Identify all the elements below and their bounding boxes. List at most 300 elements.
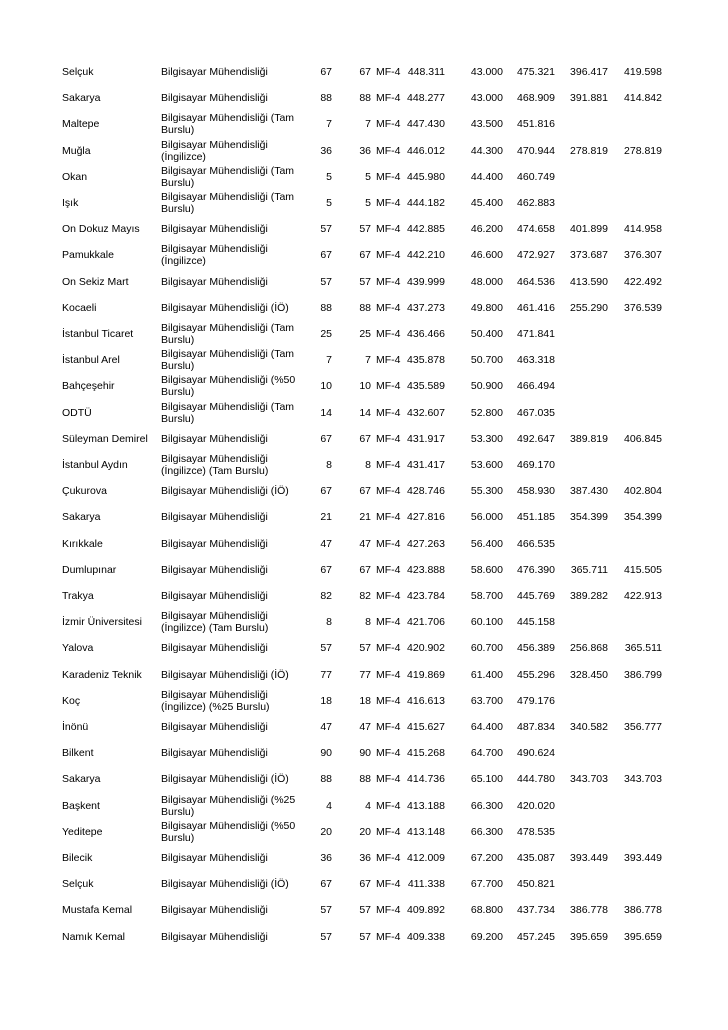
max-score-cell: 474.658 (517, 223, 555, 236)
table-row (0, 58, 728, 86)
max-score-cell: 470.944 (517, 144, 555, 157)
value-cell-9: 354.399 (570, 511, 608, 524)
value-cell-9: 401.899 (570, 223, 608, 236)
table-row (0, 477, 728, 505)
quota-cell: 57 (320, 275, 332, 288)
department-cell: Bilgisayar Mühendisliği (Tam Burslu) (161, 191, 295, 215)
rank-cell: 66.300 (470, 825, 503, 838)
placed-cell: 47 (359, 721, 371, 733)
placed-cell: 7 (365, 354, 371, 367)
rank-cell: 44.300 (470, 144, 503, 157)
department-cell: Bilgisayar Mühendisliği (Tam Burslu) (161, 322, 295, 346)
department-cell: Bilgisayar Mühendisliği (%50 Burslu) (161, 819, 296, 844)
score-type-cell: MF-4 (376, 721, 401, 733)
min-score-cell: 421.706 (407, 616, 445, 629)
min-score-cell: 444.182 (407, 197, 445, 209)
rank-cell: 50.700 (470, 354, 503, 367)
rank-cell: 43.000 (470, 66, 503, 78)
quota-cell: 5 (326, 197, 332, 209)
university-cell: Sakarya (62, 773, 101, 786)
department-cell: Bilgisayar Mühendisliği (İngilizce) (Tam Burslu) (161, 610, 269, 635)
min-score-cell: 409.338 (407, 930, 445, 943)
score-type-cell: MF-4 (376, 354, 401, 367)
max-score-cell: 479.176 (517, 694, 555, 707)
value-cell-10: 419.598 (624, 66, 662, 78)
rank-cell: 53.600 (470, 459, 503, 471)
university-cell: Selçuk (62, 878, 94, 891)
value-cell-9: 387.430 (570, 485, 608, 498)
score-type-cell: MF-4 (376, 642, 401, 655)
university-cell: Maltepe (62, 118, 100, 131)
placed-cell: 4 (365, 799, 371, 812)
table-row (0, 241, 728, 269)
table-row (0, 425, 728, 453)
university-cell: Koç (62, 694, 81, 707)
university-cell: Bahçeşehir (62, 380, 115, 393)
department-cell: Bilgisayar Mühendisliği (161, 642, 268, 655)
placed-cell: 88 (359, 92, 371, 105)
min-score-cell: 413.148 (407, 825, 445, 838)
quota-cell: 57 (320, 930, 332, 943)
quota-cell: 8 (326, 459, 332, 471)
value-cell-9: 393.449 (570, 852, 608, 864)
min-score-cell: 423.784 (407, 590, 445, 602)
quota-cell: 67 (320, 66, 332, 78)
university-cell: On Sekiz Mart (62, 275, 129, 288)
quota-cell: 10 (320, 380, 332, 393)
rank-cell: 50.900 (470, 380, 503, 393)
score-type-cell: MF-4 (376, 197, 401, 209)
department-cell: Bilgisayar Mühendisliği (161, 904, 268, 917)
max-score-cell: 445.158 (517, 616, 555, 629)
score-type-cell: MF-4 (376, 930, 401, 943)
value-cell-9: 396.417 (570, 66, 608, 78)
university-cell: Süleyman Demirel (62, 432, 148, 445)
min-score-cell: 442.885 (407, 223, 445, 236)
table-row (0, 818, 728, 846)
rank-cell: 49.800 (470, 301, 503, 314)
placed-cell: 67 (359, 66, 371, 78)
university-cell: Kocaeli (62, 301, 97, 314)
rank-cell: 67.700 (470, 878, 503, 891)
value-cell-10: 386.778 (624, 904, 662, 917)
score-type-cell: MF-4 (376, 747, 401, 760)
min-score-cell: 431.417 (407, 459, 445, 471)
quota-cell: 90 (320, 747, 332, 760)
min-score-cell: 436.466 (407, 328, 445, 340)
department-cell: Bilgisayar Mühendisliği (161, 930, 268, 943)
max-score-cell: 450.821 (517, 878, 555, 891)
score-type-cell: MF-4 (376, 799, 401, 812)
table-row (0, 661, 728, 689)
table-row (0, 923, 728, 951)
rank-cell: 43.500 (470, 118, 503, 131)
max-score-cell: 462.883 (517, 197, 555, 209)
max-score-cell: 466.494 (517, 380, 555, 393)
department-cell: Bilgisayar Mühendisliği (İÖ) (161, 301, 289, 314)
min-score-cell: 435.878 (407, 354, 445, 367)
max-score-cell: 472.927 (517, 249, 555, 262)
min-score-cell: 439.999 (407, 275, 445, 288)
score-type-cell: MF-4 (376, 301, 401, 314)
quota-cell: 77 (320, 668, 332, 681)
value-cell-9: 386.778 (570, 904, 608, 917)
quota-cell: 47 (320, 721, 332, 733)
quota-cell: 18 (320, 694, 332, 707)
table-row (0, 713, 728, 741)
max-score-cell: 463.318 (517, 354, 555, 367)
value-cell-9: 340.582 (570, 721, 608, 733)
table-row (0, 765, 728, 793)
max-score-cell: 478.535 (517, 825, 555, 838)
placed-cell: 21 (359, 511, 371, 524)
value-cell-10: 395.659 (624, 930, 662, 943)
max-score-cell: 490.624 (517, 747, 555, 760)
min-score-cell: 414.736 (407, 773, 445, 786)
department-cell: Bilgisayar Mühendisliği (İÖ) (161, 485, 289, 498)
university-cell: İnönü (62, 721, 89, 733)
value-cell-9: 255.290 (570, 301, 608, 314)
value-cell-10: 376.539 (624, 301, 662, 314)
department-cell: Bilgisayar Mühendisliği (%25 Burslu) (161, 793, 296, 818)
max-score-cell: 460.749 (517, 170, 555, 183)
department-cell: Bilgisayar Mühendisliği (161, 852, 268, 864)
university-cell: Pamukkale (62, 249, 114, 262)
max-score-cell: 420.020 (517, 799, 555, 812)
quota-cell: 20 (320, 825, 332, 838)
score-type-cell: MF-4 (376, 459, 401, 471)
quota-cell: 4 (326, 799, 332, 812)
department-cell: Bilgisayar Mühendisliği (İÖ) (161, 878, 289, 891)
min-score-cell: 437.273 (407, 301, 445, 314)
score-type-cell: MF-4 (376, 144, 401, 157)
value-cell-9: 391.881 (570, 92, 608, 105)
value-cell-9: 389.819 (570, 432, 608, 445)
table-row (0, 110, 728, 138)
min-score-cell: 432.607 (407, 406, 445, 419)
rank-cell: 55.300 (470, 485, 503, 498)
department-cell: Bilgisayar Mühendisliği (%50 Burslu) (161, 374, 296, 399)
table-row (0, 556, 728, 584)
placed-cell: 67 (359, 563, 371, 576)
university-cell: Namık Kemal (62, 930, 126, 943)
rank-cell: 53.300 (470, 432, 503, 445)
department-cell: Bilgisayar Mühendisliği (161, 590, 268, 602)
quota-cell: 8 (326, 616, 332, 629)
quota-cell: 7 (326, 354, 332, 367)
placed-cell: 57 (359, 930, 371, 943)
value-cell-9: 343.703 (570, 773, 608, 786)
department-cell: Bilgisayar Mühendisliği (161, 66, 268, 78)
department-cell: Bilgisayar Mühendisliği (161, 432, 268, 445)
quota-cell: 67 (320, 249, 332, 262)
university-cell: Çukurova (62, 485, 107, 498)
placed-cell: 67 (359, 485, 371, 498)
rank-cell: 69.200 (470, 930, 503, 943)
value-cell-10: 422.492 (624, 275, 662, 288)
table-row (0, 137, 728, 165)
department-cell: Bilgisayar Mühendisliği (161, 721, 268, 733)
score-type-cell: MF-4 (376, 249, 401, 262)
table-row (0, 268, 728, 296)
rank-cell: 64.700 (470, 747, 503, 760)
min-score-cell: 435.589 (407, 380, 445, 393)
placed-cell: 36 (359, 144, 371, 157)
value-cell-10: 356.777 (624, 721, 662, 733)
rank-cell: 44.400 (470, 170, 503, 183)
score-type-cell: MF-4 (376, 66, 401, 78)
placed-cell: 20 (359, 825, 371, 838)
min-score-cell: 419.869 (407, 668, 445, 681)
university-cell: Trakya (62, 590, 94, 602)
min-score-cell: 448.311 (407, 66, 445, 78)
max-score-cell: 455.296 (517, 668, 555, 681)
max-score-cell: 444.780 (517, 773, 555, 786)
max-score-cell: 467.035 (517, 406, 555, 419)
value-cell-9: 328.450 (570, 668, 608, 681)
department-cell: Bilgisayar Mühendisliği (İÖ) (161, 773, 289, 786)
score-type-cell: MF-4 (376, 852, 401, 864)
placed-cell: 5 (365, 197, 371, 209)
score-type-cell: MF-4 (376, 223, 401, 236)
min-score-cell: 413.188 (407, 799, 445, 812)
university-cell: Okan (62, 170, 88, 183)
rank-cell: 48.000 (470, 275, 503, 288)
rank-cell: 68.800 (470, 904, 503, 917)
rank-cell: 60.700 (470, 642, 503, 655)
placed-cell: 77 (359, 668, 371, 681)
placed-cell: 36 (359, 852, 371, 864)
university-cell: Yeditepe (62, 825, 103, 838)
score-type-cell: MF-4 (376, 825, 401, 838)
min-score-cell: 427.816 (407, 511, 445, 524)
score-type-cell: MF-4 (376, 773, 401, 786)
university-cell: Sakarya (62, 92, 101, 105)
department-cell: Bilgisayar Mühendisliği (İngilizce) (161, 243, 268, 268)
min-score-cell: 428.746 (407, 485, 445, 498)
university-cell: Yalova (62, 642, 94, 655)
table-row (0, 215, 728, 243)
table-row (0, 844, 728, 872)
max-score-cell: 464.536 (517, 275, 555, 288)
quota-cell: 67 (320, 878, 332, 891)
quota-cell: 36 (320, 144, 332, 157)
score-type-cell: MF-4 (376, 380, 401, 393)
university-cell: Bilkent (62, 747, 94, 760)
min-score-cell: 420.902 (407, 642, 445, 655)
university-cell: İstanbul Arel (62, 354, 120, 367)
value-cell-10: 354.399 (624, 511, 662, 524)
department-cell: Bilgisayar Mühendisliği (161, 275, 268, 288)
department-cell: Bilgisayar Mühendisliği (Tam Burslu) (161, 112, 295, 137)
min-score-cell: 431.917 (407, 432, 445, 445)
placed-cell: 18 (359, 694, 371, 707)
value-cell-10: 393.449 (624, 852, 662, 864)
quota-cell: 5 (326, 170, 332, 183)
min-score-cell: 448.277 (407, 92, 445, 105)
min-score-cell: 423.888 (407, 563, 445, 576)
score-type-cell: MF-4 (376, 275, 401, 288)
rank-cell: 46.600 (470, 249, 503, 262)
placed-cell: 57 (359, 642, 371, 655)
score-type-cell: MF-4 (376, 537, 401, 550)
placed-cell: 67 (359, 249, 371, 262)
placed-cell: 88 (359, 301, 371, 314)
score-type-cell: MF-4 (376, 878, 401, 891)
value-cell-9: 278.819 (570, 144, 608, 157)
placed-cell: 90 (359, 747, 371, 760)
score-type-cell: MF-4 (376, 328, 401, 340)
rank-cell: 46.200 (470, 223, 503, 236)
quota-cell: 7 (326, 118, 332, 131)
min-score-cell: 415.268 (407, 747, 445, 760)
value-cell-9: 365.711 (570, 563, 608, 576)
placed-cell: 5 (365, 170, 371, 183)
university-cell: İstanbul Ticaret (62, 328, 134, 340)
min-score-cell: 427.263 (407, 537, 445, 550)
department-cell: Bilgisayar Mühendisliği (161, 747, 268, 760)
department-cell: Bilgisayar Mühendisliği (İngilizce) (161, 138, 268, 163)
department-cell: Bilgisayar Mühendisliği (161, 537, 268, 550)
rank-cell: 58.600 (470, 563, 503, 576)
department-cell: Bilgisayar Mühendisliği (İÖ) (161, 668, 289, 681)
value-cell-10: 406.845 (624, 432, 662, 445)
placed-cell: 67 (359, 878, 371, 891)
department-cell: Bilgisayar Mühendisliği (İngilizce) (%25 Burslu) (161, 688, 270, 713)
max-score-cell: 456.389 (517, 642, 555, 655)
placed-cell: 47 (359, 537, 371, 550)
rank-cell: 45.400 (470, 197, 503, 209)
rank-cell: 56.400 (470, 537, 503, 550)
score-type-cell: MF-4 (376, 694, 401, 707)
table-row (0, 608, 728, 636)
table-row (0, 792, 728, 820)
quota-cell: 57 (320, 904, 332, 917)
department-cell: Bilgisayar Mühendisliği (Tam Burslu) (161, 164, 295, 189)
department-cell: Bilgisayar Mühendisliği (161, 223, 268, 236)
rank-cell: 66.300 (470, 799, 503, 812)
score-type-cell: MF-4 (376, 485, 401, 498)
university-cell: İstanbul Aydın (62, 459, 128, 471)
rank-cell: 58.700 (470, 590, 503, 602)
placed-cell: 57 (359, 223, 371, 236)
rank-cell: 50.400 (470, 328, 503, 340)
university-cell: Başkent (62, 799, 100, 812)
rank-cell: 43.000 (470, 92, 503, 105)
quota-cell: 57 (320, 223, 332, 236)
table-row (0, 163, 728, 191)
score-type-cell: MF-4 (376, 432, 401, 445)
max-score-cell: 435.087 (517, 852, 555, 864)
placed-cell: 67 (359, 432, 371, 445)
score-type-cell: MF-4 (376, 92, 401, 105)
value-cell-10: 414.842 (624, 92, 662, 105)
quota-cell: 47 (320, 537, 332, 550)
university-cell: Kırıkkale (62, 537, 103, 550)
value-cell-10: 422.913 (624, 590, 662, 602)
quota-cell: 88 (320, 301, 332, 314)
max-score-cell: 457.245 (517, 930, 555, 943)
quota-cell: 88 (320, 773, 332, 786)
max-score-cell: 466.535 (517, 537, 555, 550)
table-row (0, 687, 728, 715)
rank-cell: 56.000 (470, 511, 503, 524)
max-score-cell: 437.734 (517, 904, 555, 917)
table-row (0, 896, 728, 924)
placed-cell: 57 (359, 904, 371, 917)
score-type-cell: MF-4 (376, 170, 401, 183)
min-score-cell: 446.012 (407, 144, 445, 157)
value-cell-9: 256.868 (570, 642, 608, 655)
max-score-cell: 461.416 (517, 301, 555, 314)
score-type-cell: MF-4 (376, 118, 401, 131)
score-type-cell: MF-4 (376, 590, 401, 602)
department-cell: Bilgisayar Mühendisliği (161, 563, 268, 576)
university-cell: Selçuk (62, 66, 94, 78)
min-score-cell: 445.980 (407, 170, 445, 183)
value-cell-10: 278.819 (624, 144, 662, 157)
min-score-cell: 447.430 (407, 118, 445, 131)
rank-cell: 61.400 (470, 668, 503, 681)
min-score-cell: 412.009 (407, 852, 445, 864)
table-row (0, 451, 728, 479)
rank-cell: 67.200 (470, 852, 503, 864)
table-row (0, 634, 728, 662)
value-cell-9: 395.659 (570, 930, 608, 943)
value-cell-10: 386.799 (624, 668, 662, 681)
max-score-cell: 458.930 (517, 485, 555, 498)
score-type-cell: MF-4 (376, 904, 401, 917)
table-row (0, 530, 728, 558)
rank-cell: 65.100 (470, 773, 503, 786)
value-cell-10: 376.307 (624, 249, 662, 262)
min-score-cell: 409.892 (407, 904, 445, 917)
quota-cell: 57 (320, 642, 332, 655)
department-cell: Bilgisayar Mühendisliği (161, 92, 268, 105)
placed-cell: 82 (359, 590, 371, 602)
quota-cell: 14 (320, 406, 332, 419)
rank-cell: 52.800 (470, 406, 503, 419)
placed-cell: 8 (365, 459, 371, 471)
placed-cell: 57 (359, 275, 371, 288)
table-row (0, 503, 728, 531)
placed-cell: 88 (359, 773, 371, 786)
min-score-cell: 415.627 (407, 721, 445, 733)
department-cell: Bilgisayar Mühendisliği (161, 511, 268, 524)
min-score-cell: 416.613 (407, 694, 445, 707)
max-score-cell: 468.909 (517, 92, 555, 105)
value-cell-9: 373.687 (570, 249, 608, 262)
placed-cell: 7 (365, 118, 371, 131)
rank-cell: 60.100 (470, 616, 503, 629)
table-row (0, 399, 728, 427)
value-cell-10: 402.804 (624, 485, 662, 498)
table-row (0, 870, 728, 898)
department-cell: Bilgisayar Mühendisliği (Tam Burslu) (161, 348, 295, 373)
table-row (0, 84, 728, 112)
max-score-cell: 445.769 (517, 590, 555, 602)
university-cell: Muğla (62, 144, 91, 157)
university-cell: Bilecik (62, 852, 93, 864)
score-type-cell: MF-4 (376, 406, 401, 419)
value-cell-9: 389.282 (570, 590, 608, 602)
table-row (0, 372, 728, 400)
max-score-cell: 451.816 (517, 118, 555, 131)
score-type-cell: MF-4 (376, 563, 401, 576)
quota-cell: 82 (320, 590, 332, 602)
placed-cell: 8 (365, 616, 371, 629)
table-row (0, 582, 728, 610)
